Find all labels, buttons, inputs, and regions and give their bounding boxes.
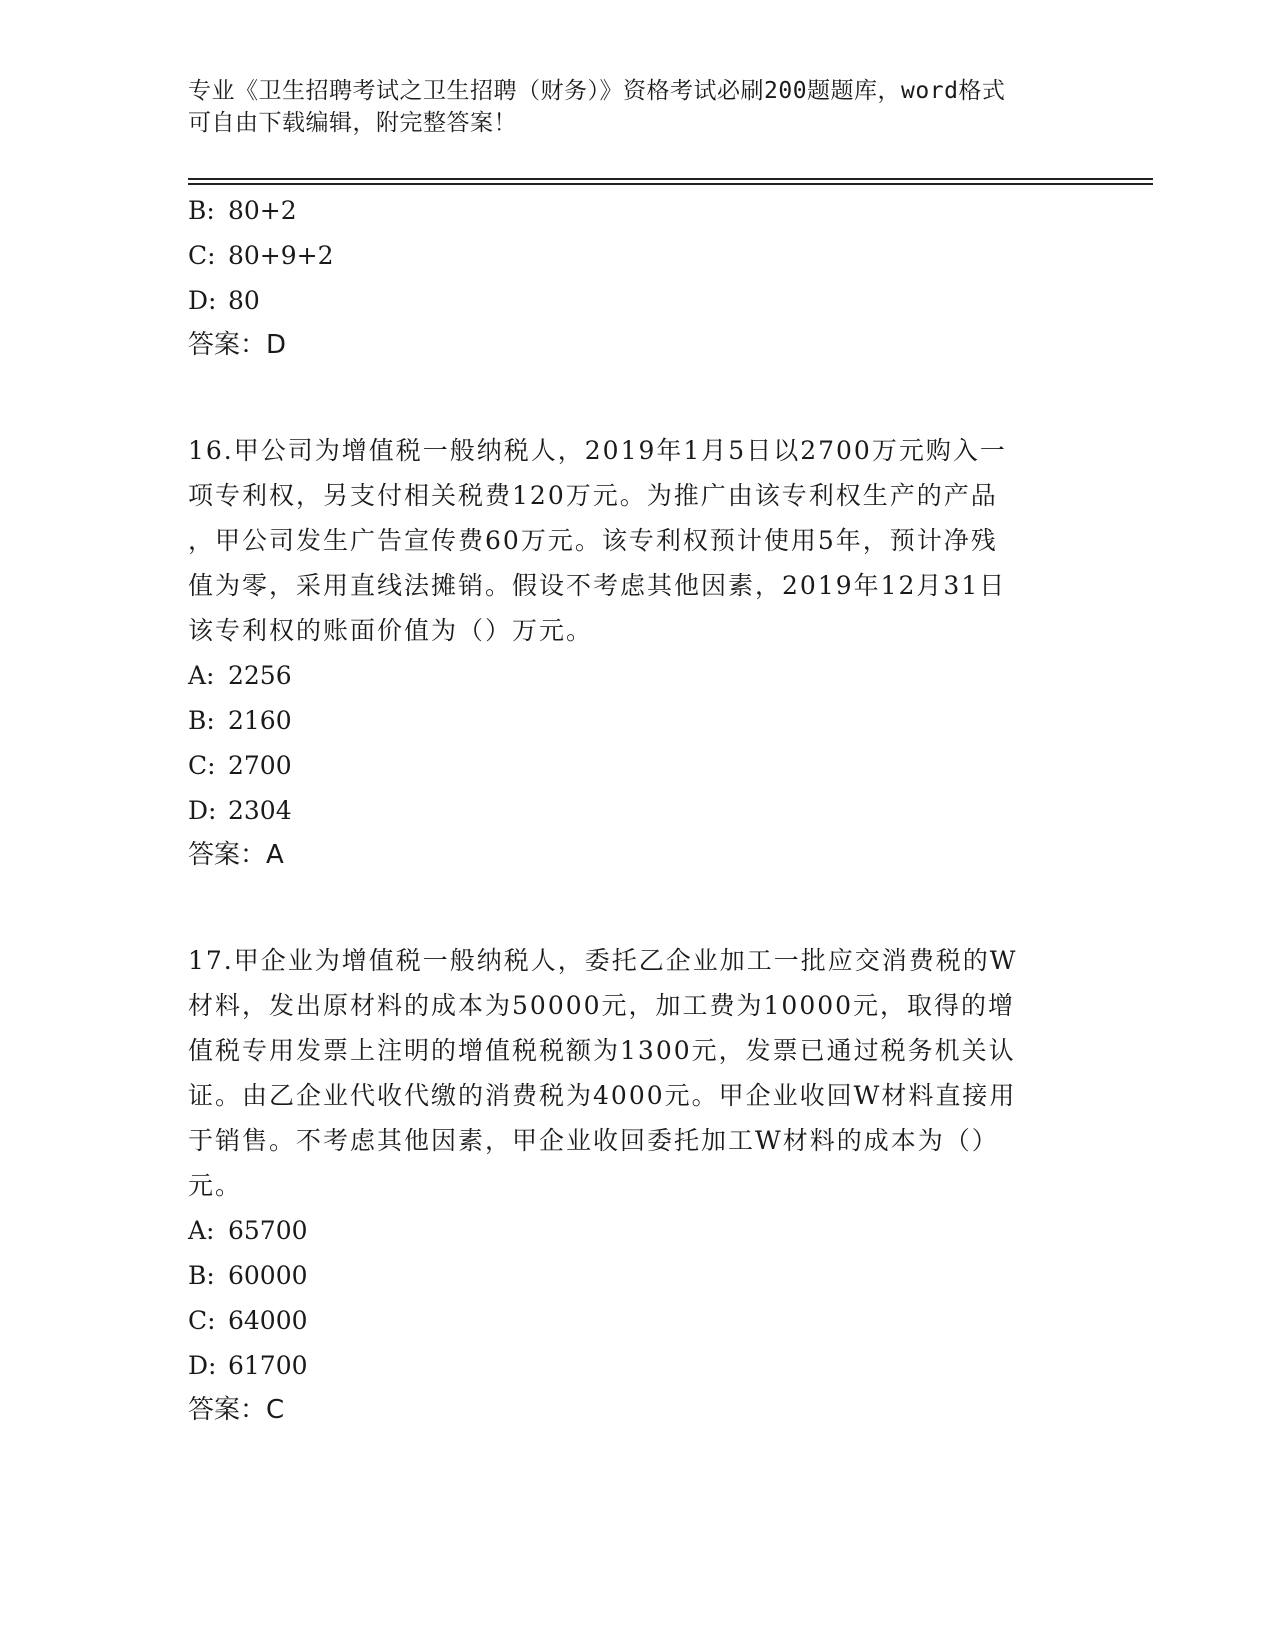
option-d xyxy=(188,278,1088,323)
option-d xyxy=(188,1343,1088,1388)
option-c xyxy=(188,743,1088,788)
question-text-line: 16.甲公司为增值税一般纳税人，2019年1月5日以2700万元购入一 xyxy=(188,436,1007,465)
question-text-line: 值税专用发票上注明的增值税税额为1300元，发票已通过税务机关认 xyxy=(188,1036,1016,1065)
option-letter: D: xyxy=(188,796,217,825)
option-text: 2160 xyxy=(228,706,292,735)
spacer xyxy=(188,878,1088,938)
option-text: 65700 xyxy=(228,1216,308,1245)
option-text: 80+9+2 xyxy=(228,241,334,270)
answer-line: 答案：D xyxy=(188,330,287,360)
option-b xyxy=(188,1253,1088,1298)
option-text: 2700 xyxy=(228,751,292,780)
question-text-line: 该专利权的账面价值为（）万元。 xyxy=(188,616,594,645)
document-body xyxy=(188,188,1088,1433)
header-divider-top xyxy=(188,178,1153,180)
option-letter: B: xyxy=(188,1261,215,1290)
option-text: 80 xyxy=(228,286,260,315)
option-text: 80+2 xyxy=(228,196,297,225)
option-text: 60000 xyxy=(228,1261,308,1290)
header-divider-bottom xyxy=(188,183,1153,185)
question-text-line: 于销售。不考虑其他因素，甲企业收回委托加工W材料的成本为（） xyxy=(188,1126,999,1155)
option-letter: B: xyxy=(188,706,215,735)
option-letter: C: xyxy=(188,241,216,270)
option-b xyxy=(188,698,1088,743)
option-b xyxy=(188,188,1088,233)
previous-question-block xyxy=(188,188,1088,368)
option-a xyxy=(188,1208,1088,1253)
option-letter: D: xyxy=(188,286,217,315)
question-text-line: 项专利权，另支付相关税费120万元。为推广由该专利权生产的产品 xyxy=(188,481,998,510)
question-text-line: 17.甲企业为增值税一般纳税人，委托乙企业加工一批应交消费税的W xyxy=(188,946,1018,975)
option-letter: D: xyxy=(188,1351,217,1380)
page-header xyxy=(188,75,1068,139)
option-letter: C: xyxy=(188,1306,216,1335)
option-letter: B: xyxy=(188,196,215,225)
question-17-block xyxy=(188,938,1088,1433)
question-16-block xyxy=(188,428,1088,878)
option-text: 61700 xyxy=(228,1351,308,1380)
header-title-line-2: 可自由下载编辑，附完整答案！ xyxy=(188,110,517,136)
option-text: 64000 xyxy=(228,1306,308,1335)
header-title-line-1: 专业《卫生招聘考试之卫生招聘（财务）》资格考试必刷200题题库，word格式 xyxy=(188,78,1006,104)
option-d xyxy=(188,788,1088,833)
option-a xyxy=(188,653,1088,698)
option-letter: A: xyxy=(188,1216,215,1245)
question-text-line: ，甲公司发生广告宣传费60万元。该专利权预计使用5年，预计净残 xyxy=(188,526,998,555)
question-text-line: 值为零，采用直线法摊销。假设不考虑其他因素，2019年12月31日 xyxy=(188,571,1007,600)
answer-line: 答案：C xyxy=(188,1395,285,1425)
answer-line: 答案：A xyxy=(188,840,284,870)
spacer xyxy=(188,368,1088,428)
question-text-line: 证。由乙企业代收代缴的消费税为4000元。甲企业收回W材料直接用 xyxy=(188,1081,1017,1110)
question-text-line: 材料，发出原材料的成本为50000元，加工费为10000元，取得的增 xyxy=(188,991,1016,1020)
option-text: 2256 xyxy=(228,661,292,690)
question-text-line: 元。 xyxy=(188,1171,243,1200)
option-c xyxy=(188,1298,1088,1343)
option-c xyxy=(188,233,1088,278)
option-letter: C: xyxy=(188,751,216,780)
option-text: 2304 xyxy=(228,796,292,825)
option-letter: A: xyxy=(188,661,215,690)
